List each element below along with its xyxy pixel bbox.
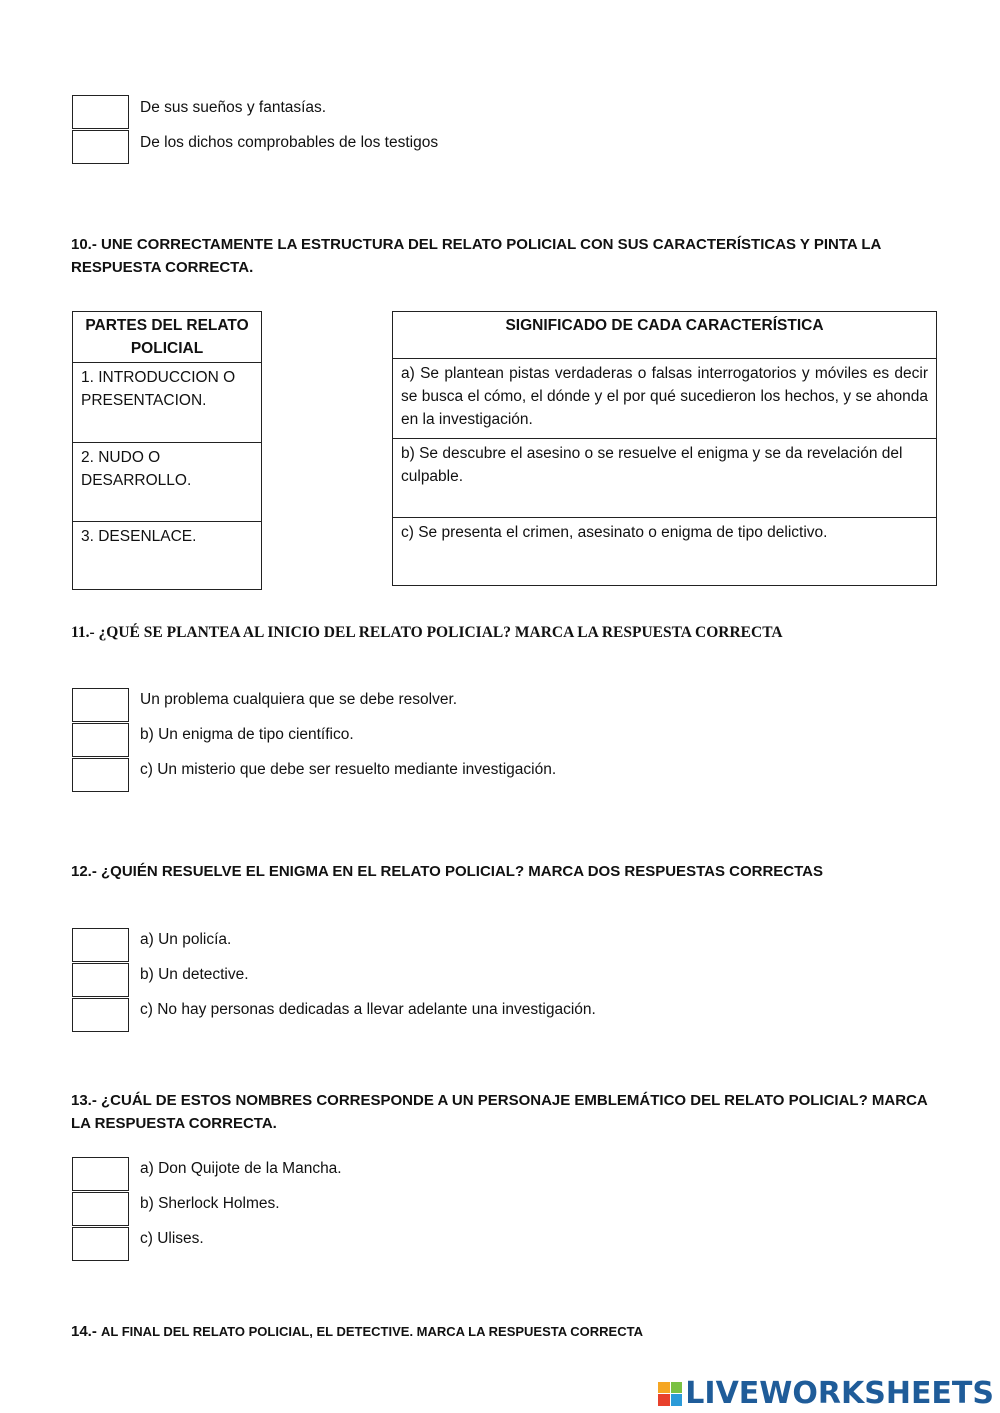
q12-option-b: b) Un detective. (140, 966, 249, 983)
q9-option-a: De sus sueños y fantasías. (140, 99, 327, 116)
answer-checkbox-q11-b[interactable] (72, 723, 129, 757)
answer-checkbox-q9-a[interactable] (72, 95, 129, 129)
q9-option-b: De los dichos comprobables de los testigos (140, 134, 439, 151)
q13-title: 13.- ¿CUÁL DE ESTOS NOMBRES CORRESPONDE A UN PERSONAJE EMBLEMÁTICO DEL RELATO POLICIAL? MARCA LA RESPUESTA CORRECTA. (71, 1092, 928, 1132)
part-2[interactable]: 2. NUDO O DESARROLLO. (73, 443, 262, 522)
parts-table (72, 311, 262, 590)
meaning-b[interactable]: b) Se descubre el asesino o se resuelve el enigma y se da revelación del culpable. (393, 439, 937, 518)
answer-checkbox-q9-b[interactable] (72, 130, 129, 164)
meaning-a[interactable]: a) Se plantean pistas verdaderas o falsas interrogatorios y móviles es decir se busca el cómo, el dónde y el por qué sucedieron los hechos, y se ahonda en la investigación. (393, 359, 937, 439)
meanings-header: SIGNIFICADO DE CADA CARACTERÍSTICA (393, 312, 937, 359)
logo-text: LIVEWORKSHEETS (685, 1376, 994, 1411)
answer-checkbox-q13-c[interactable] (72, 1227, 129, 1261)
part-1[interactable]: 1. INTRODUCCION O PRESENTACION. (73, 363, 262, 443)
answer-checkbox-q12-a[interactable] (72, 928, 129, 962)
q12-option-a: a) Un policía. (140, 931, 232, 948)
q13-option-c: c) Ulises. (140, 1230, 204, 1247)
liveworksheets-logo (658, 1376, 994, 1411)
q11-option-c: c) Un misterio que debe ser resuelto mediante investigación. (140, 761, 557, 778)
meaning-c[interactable]: c) Se presenta el crimen, asesinato o enigma de tipo delictivo. (393, 518, 937, 586)
answer-checkbox-q13-a[interactable] (72, 1157, 129, 1191)
answer-checkbox-q12-c[interactable] (72, 998, 129, 1032)
q13-option-b: b) Sherlock Holmes. (140, 1195, 280, 1212)
q11-title: 11.- ¿QUÉ SE PLANTEA AL INICIO DEL RELATO POLICIAL? MARCA LA RESPUESTA CORRECTA (71, 624, 783, 641)
q11-option-b: b) Un enigma de tipo científico. (140, 726, 354, 743)
q11-option-a: Un problema cualquiera que se debe resolver. (140, 691, 458, 708)
answer-checkbox-q11-a[interactable] (72, 688, 129, 722)
q13-option-a: a) Don Quijote de la Mancha. (140, 1160, 342, 1177)
q12-option-c: c) No hay personas dedicadas a llevar adelante una investigación. (140, 1001, 596, 1018)
answer-checkbox-q11-c[interactable] (72, 758, 129, 792)
liveworksheets-icon (658, 1382, 682, 1406)
q12-title: 12.- ¿QUIÉN RESUELVE EL ENIGMA EN EL RELATO POLICIAL? MARCA DOS RESPUESTAS CORRECTAS (71, 863, 824, 880)
parts-header: PARTES DEL RELATO POLICIAL (73, 312, 262, 363)
answer-checkbox-q12-b[interactable] (72, 963, 129, 997)
answer-checkbox-q13-b[interactable] (72, 1192, 129, 1226)
q10-title: 10.- UNE CORRECTAMENTE LA ESTRUCTURA DEL RELATO POLICIAL CON SUS CARACTERÍSTICAS Y PINTA LA RESPUESTA CORRECTA. (71, 236, 882, 276)
q14-title: 14.- AL FINAL DEL RELATO POLICIAL, EL DETECTIVE. MARCA LA RESPUESTA CORRECTA (71, 1323, 643, 1340)
part-3[interactable]: 3. DESENLACE. (73, 522, 262, 590)
meanings-table (392, 311, 937, 586)
